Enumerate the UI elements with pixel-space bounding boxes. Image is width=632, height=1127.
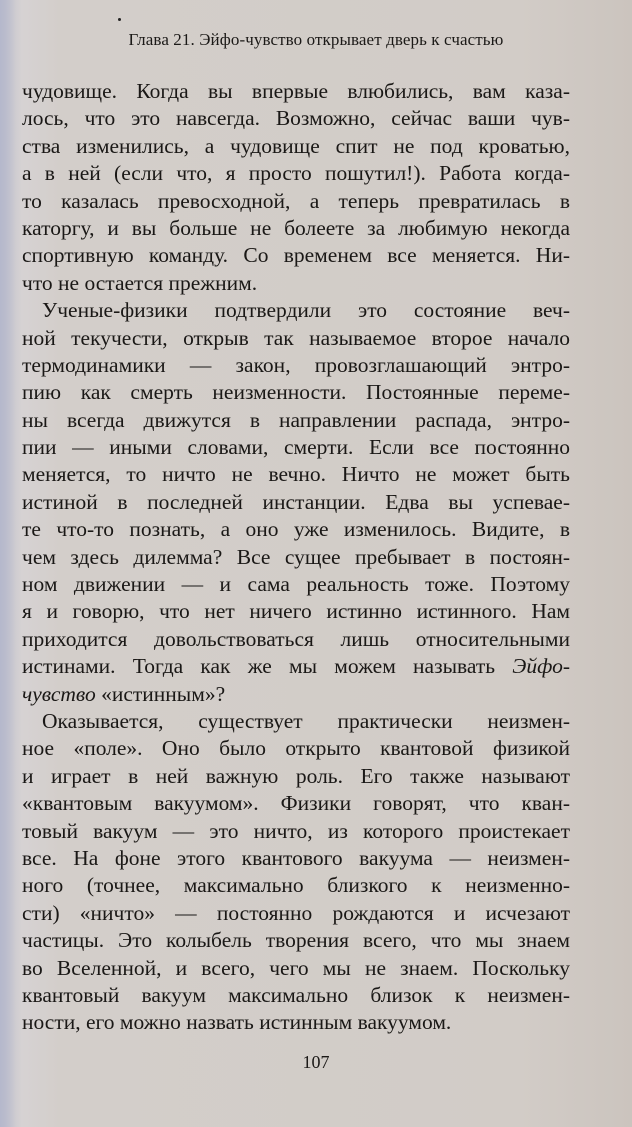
line-text: что не остается прежним. bbox=[22, 270, 258, 295]
italic-term: Эйфо- bbox=[495, 654, 571, 679]
line-text: сти) «ничто» — постоянно рождаются и исчезают bbox=[22, 900, 570, 925]
text-line bbox=[22, 297, 570, 324]
text-line bbox=[22, 818, 570, 845]
text-line bbox=[22, 270, 570, 297]
line-text: истиной в последней инстанции. Едва вы успевае- bbox=[22, 489, 570, 514]
line-text: термодинамики — закон, провозглашающий энтро- bbox=[22, 352, 570, 377]
text-line bbox=[22, 242, 570, 269]
text-line bbox=[22, 845, 570, 872]
text-line bbox=[22, 927, 570, 954]
text-line bbox=[22, 626, 570, 653]
text-line bbox=[22, 598, 570, 625]
text-line bbox=[22, 352, 570, 379]
line-text: Оказывается, существует практически неизмен- bbox=[42, 708, 570, 733]
line-text: а в ней (если что, я просто пошутил!). Работа когда- bbox=[22, 161, 570, 186]
line-text: товый вакуум — это ничто, из которого проистекает bbox=[22, 818, 570, 843]
line-text: меняется, то ничто не вечно. Ничто не может быть bbox=[22, 462, 570, 487]
page-edge-shadow bbox=[0, 0, 16, 1127]
print-speck bbox=[118, 18, 121, 21]
line-text: частицы. Это колыбель творения всего, что мы знаем bbox=[22, 928, 570, 953]
line-text-tail: «истинным»? bbox=[95, 681, 226, 706]
text-line bbox=[22, 105, 570, 132]
line-text: ного (точнее, максимально близкого к неизменно- bbox=[22, 873, 570, 898]
line-text: ном движении — и сама реальность тоже. Поэтому bbox=[22, 572, 570, 597]
line-text: чудовище. Когда вы впервые влюбились, вам каза- bbox=[22, 79, 570, 103]
text-line bbox=[22, 735, 570, 762]
text-line bbox=[22, 790, 570, 817]
text-line bbox=[22, 434, 570, 461]
line-text: ны всегда движутся в направлении распада, энтро- bbox=[22, 407, 570, 432]
text-line bbox=[22, 379, 570, 406]
line-text: квантовый вакуум максимально близок к неизмен- bbox=[22, 982, 570, 1007]
running-header: Глава 21. Эйфо-чувство открывает дверь к счастью bbox=[128, 30, 504, 49]
text-line bbox=[22, 872, 570, 899]
page-number: 107 bbox=[302, 1052, 330, 1072]
line-text: пии — иными словами, смерти. Если все постоянно bbox=[22, 435, 570, 460]
line-text: «квантовым вакуумом». Физики говорят, что кван- bbox=[22, 791, 570, 816]
line-text: спортивную команду. Со временем все меняется. Ни- bbox=[22, 243, 570, 268]
text-line bbox=[22, 1009, 570, 1036]
line-text: то казалась превосходной, а теперь превратилась в bbox=[22, 188, 570, 213]
text-line bbox=[22, 681, 570, 708]
text-line bbox=[22, 78, 570, 105]
text-line bbox=[22, 160, 570, 187]
line-text: ное «поле». Оно было открыто квантовой физикой bbox=[22, 736, 570, 761]
line-text: пию как смерть неизменности. Постоянные переме- bbox=[22, 380, 570, 405]
text-line bbox=[22, 461, 570, 488]
line-text: те что-то познать, а оно уже изменилось. Видите, в bbox=[22, 517, 570, 542]
text-line bbox=[22, 653, 570, 680]
line-text: приходится довольствоваться лишь относительными bbox=[22, 626, 570, 651]
text-line bbox=[22, 955, 570, 982]
line-text: каторгу, и вы больше не болеете за любимую некогда bbox=[22, 215, 570, 240]
italic-term: чувство bbox=[22, 681, 96, 706]
text-line bbox=[22, 188, 570, 215]
text-line bbox=[22, 763, 570, 790]
line-text: все. На фоне этого квантового вакуума — неизмен- bbox=[22, 845, 570, 870]
line-text: и играет в ней важную роль. Его также называют bbox=[22, 763, 570, 788]
text-line bbox=[22, 900, 570, 927]
text-line bbox=[22, 708, 570, 735]
text-line bbox=[22, 982, 570, 1009]
line-text: ства изменились, а чудовище спит не под кроватью, bbox=[22, 133, 570, 158]
line-text: лось, что это навсегда. Возможно, сейчас ваши чув- bbox=[22, 106, 570, 131]
text-line bbox=[22, 325, 570, 352]
body-text bbox=[22, 78, 570, 1037]
text-line bbox=[22, 215, 570, 242]
text-line bbox=[22, 133, 570, 160]
text-line bbox=[22, 571, 570, 598]
line-text: ной текучести, открыв так называемое второе начало bbox=[22, 325, 570, 350]
text-line bbox=[22, 489, 570, 516]
line-text: ности, его можно назвать истинным вакуумом. bbox=[22, 1010, 452, 1035]
line-text: истинами. Тогда как же мы можем называть bbox=[22, 654, 496, 679]
text-line bbox=[22, 516, 570, 543]
line-text: Ученые-физики подтвердили это состояние веч- bbox=[42, 298, 570, 323]
line-text: чем здесь дилемма? Все сущее пребывает в постоян- bbox=[22, 544, 570, 569]
line-text: во Вселенной, и всего, чего мы не знаем. Поскольку bbox=[22, 955, 570, 980]
text-line bbox=[22, 407, 570, 434]
text-line bbox=[22, 544, 570, 571]
line-text: я и говорю, что нет ничего истинно истинного. Нам bbox=[22, 599, 570, 624]
